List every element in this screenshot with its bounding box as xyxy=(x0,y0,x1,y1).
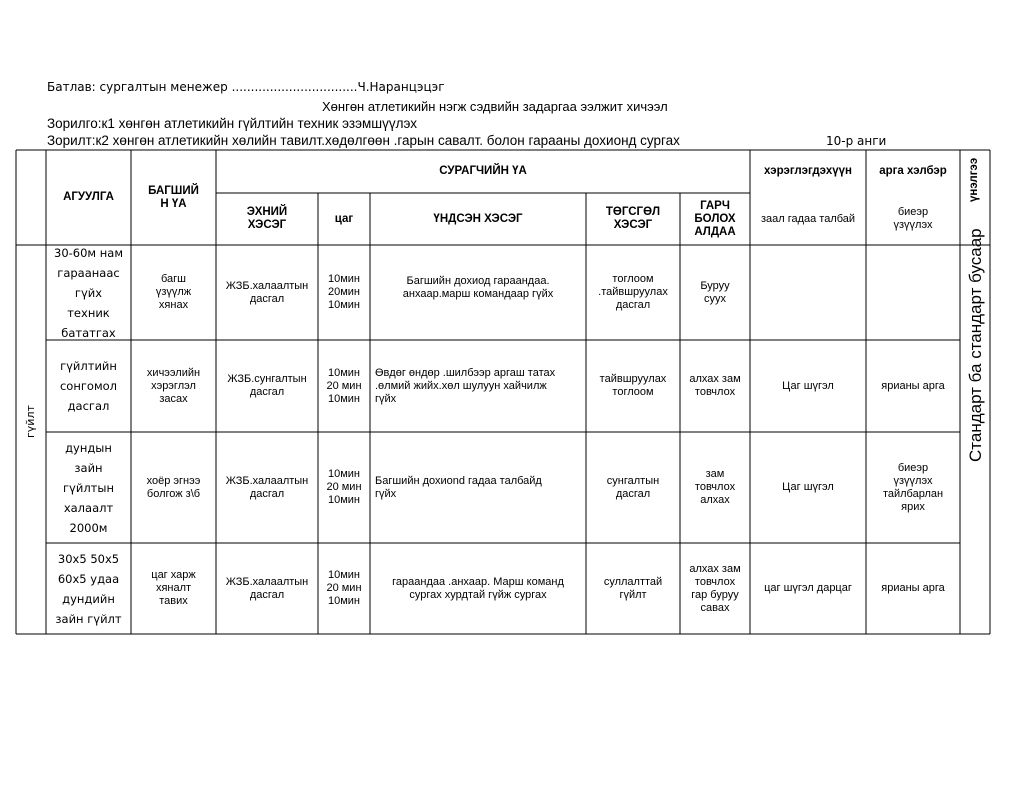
goal-line: Зорилго:к1 хөнгөн атлетикийн гүйлтийн техник эзэмшүүлэх xyxy=(47,116,417,131)
objective-line: Зорилт:к2 хөнгөн атлетикийн хөлийн тавилт.хөдөлгөөн .гарын савалт. болон гарааны дохионд сургах xyxy=(47,133,680,148)
table-cell-intro: ЖЗБ.сунгалтын дасгал xyxy=(227,373,307,398)
table-cell-equipment: Цаг шүгэл xyxy=(782,481,834,493)
assessment-vertical-label: үнэлгээ xyxy=(968,157,980,202)
column-header-method: арга хэлбэр xyxy=(879,165,947,177)
table-cell-teacher: цаг харж хяналт тавих xyxy=(151,569,196,607)
table-cell-content: дундын зайн гүйлтын халаалт 2000м xyxy=(63,440,114,535)
table-cell-content: 30х5 50х5 60х5 удаа дундийн зайн гүйлт xyxy=(55,551,122,626)
approval-line: Батлав: сургалтын менежер .................................Ч.Наранцэцэг xyxy=(47,80,445,94)
table-cell-method: биеэр үзүүлэх тайлбарлан ярих xyxy=(882,461,944,513)
table-cell-main: Багшийн дохиond гадаа талбайд гүйх xyxy=(375,474,542,500)
column-header-equipment: хэрэглэгдэхүүн xyxy=(764,165,852,177)
table-cell-final: суллалттай гүйлт xyxy=(603,575,663,601)
table-cell-errors: Буруу суух xyxy=(700,279,730,305)
grade-label: 10-р анги xyxy=(826,134,887,148)
table-cell-main: Багшийн дохиод гараандаа. анхаар.марш командаар гүйх xyxy=(402,274,554,300)
table-cell-final: сунгалтын дасгал xyxy=(606,474,660,500)
table-cell-teacher: багш үзүүлж хянах xyxy=(155,273,192,311)
table-cell-errors: алхах зам товчлох xyxy=(689,373,741,398)
column-header-teacher: БАГШИЙ Н ҮА xyxy=(148,184,199,210)
table-cell-final: тайвшруулах тоглоом xyxy=(599,373,667,398)
table-cell-equipment: цаг шүгэл дарцаг xyxy=(764,582,852,594)
table-cell-method: ярианы арга xyxy=(881,379,945,392)
column-header-intro: ЭХНИЙ ХЭСЭГ xyxy=(246,206,288,231)
standard-vertical-label: Стандарт ба стандарт бусаар xyxy=(966,228,985,462)
column-header-student-activity: СУРАГЧИЙН ҮА xyxy=(439,165,527,177)
table-cell-equipment: Цаг шүгэл xyxy=(782,379,834,392)
table-cell-time: 10мин 20мин 10мин xyxy=(327,273,361,311)
run-side-label: гүйлт xyxy=(24,405,37,438)
table-cell-method xyxy=(866,245,960,340)
column-header-final: ТӨГСГӨЛ ХЭСЭГ xyxy=(605,206,661,231)
document-title: Хөнгөн атлетикийн нэгж сэдвийн задаргаа ээлжит хичээл xyxy=(322,99,668,114)
table-cell-time: 10мин 20 мин 10мин xyxy=(326,366,362,405)
column-header-main: ҮНДСЭН ХЭСЭГ xyxy=(433,212,523,225)
method-subheader: биеэр үзүүлэх xyxy=(893,206,933,231)
table-cell-method: ярианы арга xyxy=(881,582,945,594)
table-cell-main: Өвдөг өндөр .шилбээр аргаш татах .өлмий жийх.хөл шулуун хайчилж гүйх xyxy=(375,366,556,405)
table-cell-errors: алхах зам товчлох гар буруу савах xyxy=(689,562,741,614)
column-header-time: цаг xyxy=(334,212,354,225)
table-cell-intro: ЖЗБ.халаалтын дасгал xyxy=(225,279,309,305)
table-cell-errors: зам товчлох алхах xyxy=(694,468,736,506)
table-cell-content: 30-60м нам гараанаас гүйх техник бататгах xyxy=(54,245,123,340)
table-cell-main: гараандаа .анхаар. Марш команд сургах хурдтай гүйж сургах xyxy=(392,575,564,601)
table-cell-time: 10мин 20 мин 10мин xyxy=(326,468,362,506)
table-cell-teacher: хоёр эгнээ болгож з\б xyxy=(146,474,201,500)
table-cell-final: тоглоом .тайвшруулах дасгал xyxy=(598,273,668,311)
column-header-errors: ГАРЧ БОЛОХ АЛДАА xyxy=(694,199,736,238)
table-cell-teacher: хичээлийн хэрэглэл засах xyxy=(146,366,201,405)
table-cell-equipment xyxy=(750,245,866,340)
column-header-content: АГУУЛГА xyxy=(63,191,114,203)
table-cell-intro: ЖЗБ.халаалтын дасгал xyxy=(225,575,309,601)
table-cell-time: 10мин 20 мин 10мин xyxy=(326,569,362,607)
table-cell-intro: ЖЗБ.халаалтын дасгал xyxy=(225,474,309,500)
table-cell-content: гүйлтийн сонгомол дасгал xyxy=(59,359,118,413)
equipment-subheader: заал гадаа талбай xyxy=(760,212,856,225)
